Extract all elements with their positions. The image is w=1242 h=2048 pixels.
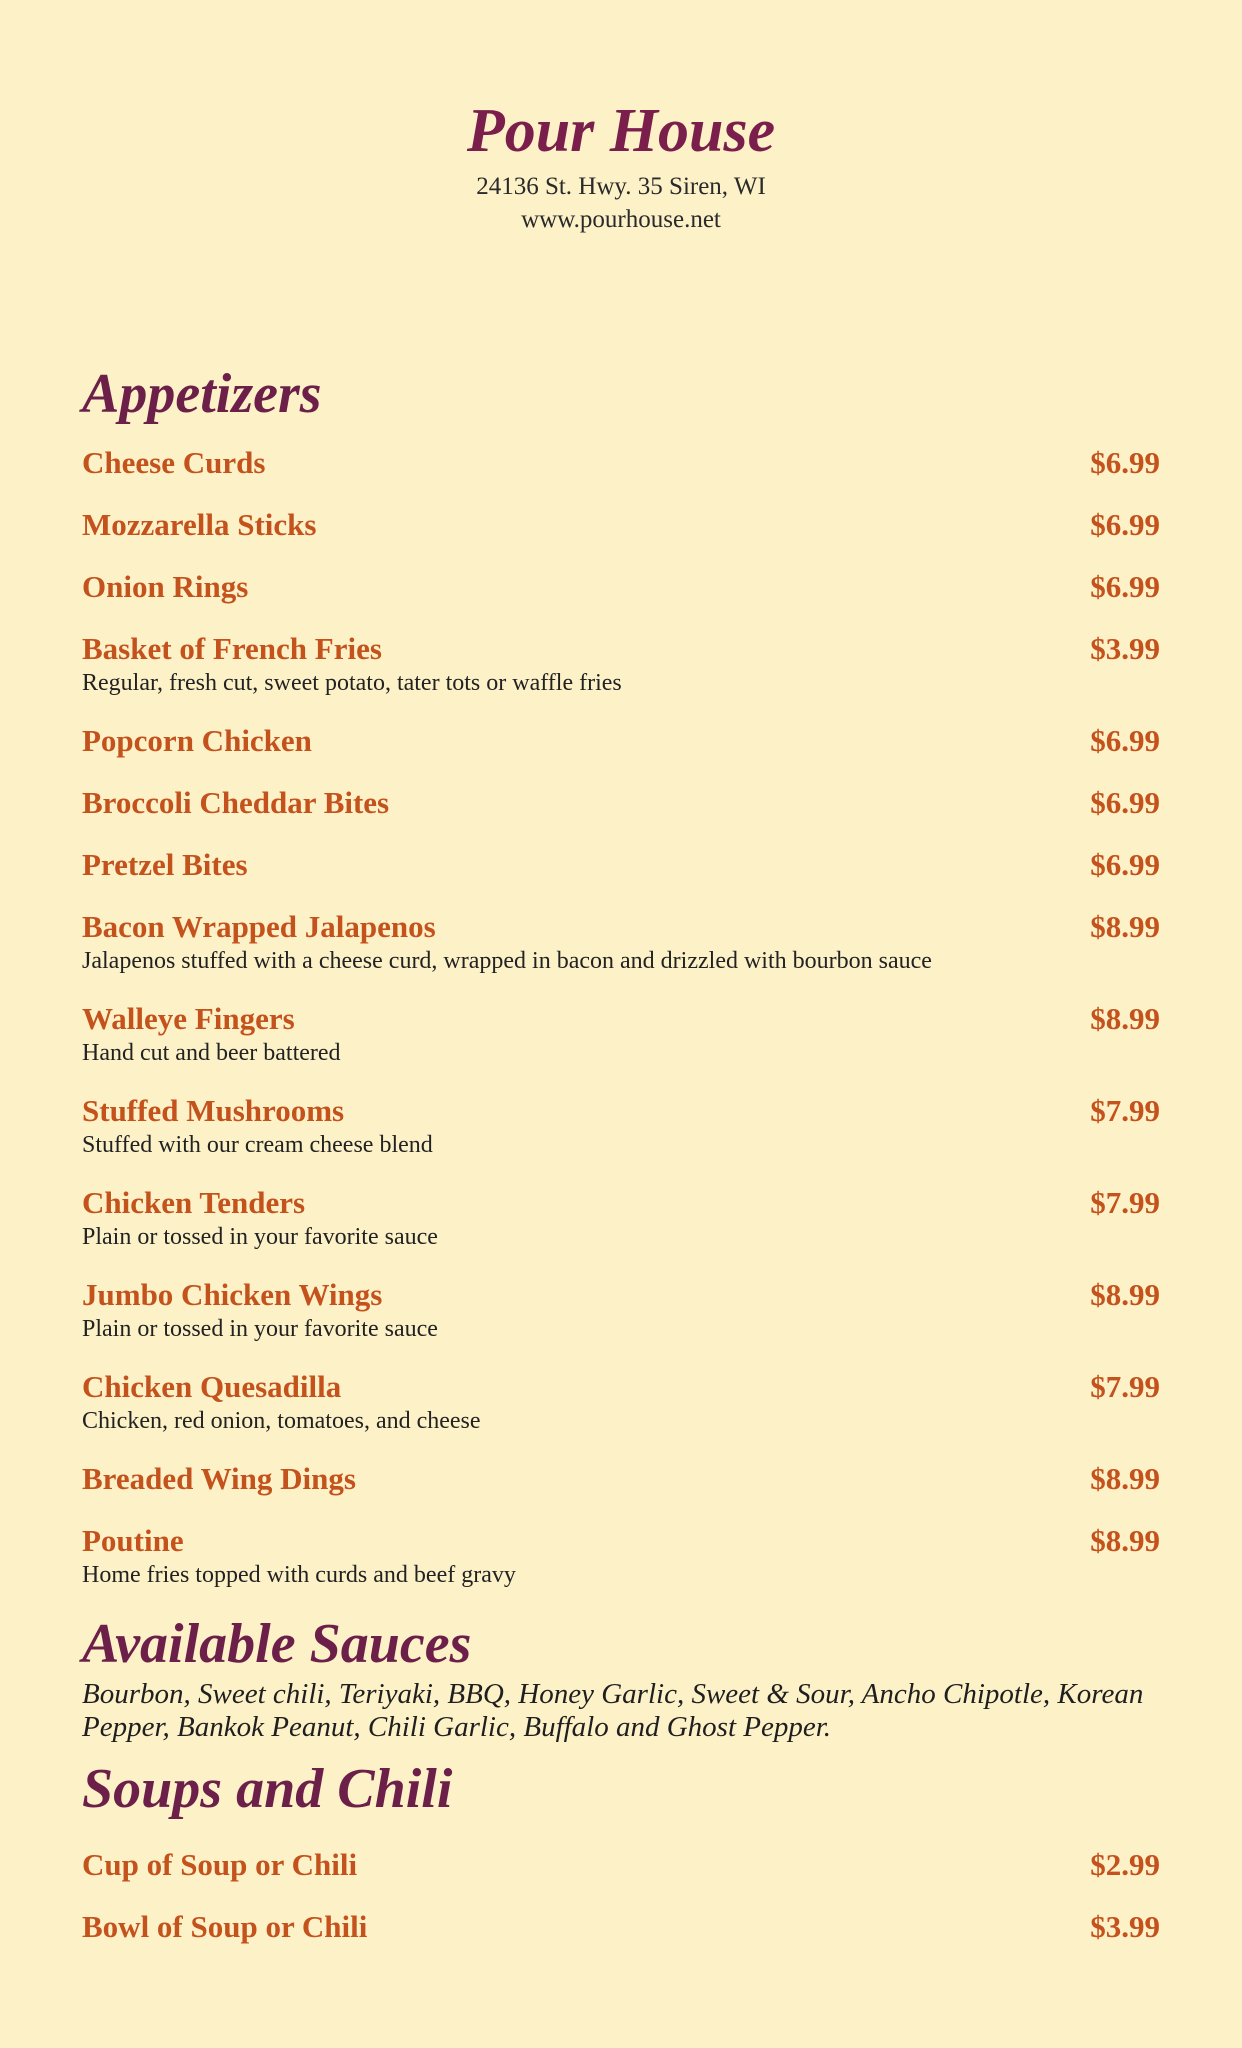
menu-item	[82, 996, 1160, 1068]
menu-item	[82, 904, 1160, 976]
menu-item-price: $8.99	[1090, 909, 1160, 944]
menu-item-row	[82, 506, 1160, 544]
menu-item-name: Breaded Wing Dings	[82, 1461, 356, 1496]
section-title-sauces: Available Sauces	[82, 1613, 472, 1675]
menu-item	[82, 502, 1160, 544]
menu-item-description: Regular, fresh cut, sweet potato, tater tots or waffle fries	[82, 670, 622, 696]
menu-item-price: $7.99	[1090, 1093, 1160, 1128]
menu-item	[82, 1364, 1160, 1436]
menu-item-row	[82, 1000, 1160, 1038]
menu-item-row	[82, 1368, 1160, 1406]
sauces-list-text: Bourbon, Sweet chili, Teriyaki, BBQ, Honey Garlic, Sweet & Sour, Ancho Chipotle, Korean Pepper, Bankok Peanut, Chili Garlic, Buffalo and Ghost Pepper.	[82, 1678, 1144, 1743]
menu-item-name: Mozzarella Sticks	[82, 507, 317, 542]
appetizers-section	[82, 356, 1160, 1590]
menu-item-description: Home fries topped with curds and beef gravy	[82, 1562, 516, 1588]
menu-item-price: $7.99	[1090, 1369, 1160, 1404]
menu-item	[82, 1842, 1160, 1884]
menu-item-price: $8.99	[1090, 1277, 1160, 1312]
menu-item-description: Jalapenos stuffed with a cheese curd, wrapped in bacon and drizzled with bourbon sauce	[82, 948, 932, 974]
menu-item-price: $8.99	[1090, 1523, 1160, 1558]
restaurant-name: Pour House	[466, 97, 776, 165]
menu-item-name: Cup of Soup or Chili	[82, 1847, 358, 1882]
menu-item-price: $6.99	[1090, 847, 1160, 882]
menu-item	[82, 1088, 1160, 1160]
menu-item-name: Jumbo Chicken Wings	[82, 1277, 383, 1312]
menu-item-name: Stuffed Mushrooms	[82, 1093, 345, 1128]
menu-item-row	[82, 1184, 1160, 1222]
menu-item-row	[82, 630, 1160, 668]
menu-item	[82, 780, 1160, 822]
menu-item-price: $6.99	[1090, 445, 1160, 480]
menu-item-price: $8.99	[1090, 1461, 1160, 1496]
menu-item-row	[82, 1092, 1160, 1130]
menu-item-price: $6.99	[1090, 569, 1160, 604]
menu-item-description: Stuffed with our cream cheese blend	[82, 1132, 433, 1158]
menu-item-row	[82, 444, 1160, 482]
menu-item-price: $3.99	[1090, 631, 1160, 666]
section-title-appetizers: Appetizers	[82, 363, 322, 425]
menu-item-price: $6.99	[1090, 785, 1160, 820]
menu-header	[82, 92, 1160, 236]
menu-item-row	[82, 1846, 1160, 1884]
appetizers-list	[82, 440, 1160, 1590]
menu-item-description: Chicken, red onion, tomatoes, and cheese	[82, 1408, 481, 1434]
menu-item-row	[82, 908, 1160, 946]
menu-item	[82, 1456, 1160, 1498]
menu-item-name: Cheese Curds	[82, 445, 266, 480]
menu-item-name: Basket of French Fries	[82, 631, 382, 666]
sauces-section	[82, 1610, 1160, 1744]
menu-item-description: Plain or tossed in your favorite sauce	[82, 1224, 438, 1250]
menu-item-name: Broccoli Cheddar Bites	[82, 785, 390, 820]
menu-item-row	[82, 1276, 1160, 1314]
menu-item-row	[82, 1460, 1160, 1498]
soups-section	[82, 1752, 1160, 1946]
menu-item-price: $8.99	[1090, 1001, 1160, 1036]
menu-item	[82, 1180, 1160, 1252]
restaurant-website: www.pourhouse.net	[521, 206, 721, 233]
menu-item-name: Popcorn Chicken	[82, 723, 312, 758]
menu-item-price: $6.99	[1090, 507, 1160, 542]
menu-item-row	[82, 846, 1160, 884]
section-title-soups: Soups and Chili	[82, 1758, 453, 1820]
menu-item-price: $6.99	[1090, 723, 1160, 758]
menu-item-row	[82, 784, 1160, 822]
menu-item-row	[82, 722, 1160, 760]
menu-item-name: Chicken Tenders	[82, 1185, 306, 1220]
menu-item-name: Onion Rings	[82, 569, 249, 604]
menu-item-name: Chicken Quesadilla	[82, 1369, 342, 1404]
menu-item-row	[82, 568, 1160, 606]
menu-item-name: Pretzel Bites	[82, 847, 248, 882]
menu-item-description: Hand cut and beer battered	[82, 1040, 341, 1066]
menu-item-name: Bacon Wrapped Jalapenos	[82, 909, 436, 944]
menu-item-description: Plain or tossed in your favorite sauce	[82, 1316, 438, 1342]
menu-item	[82, 564, 1160, 606]
menu-item-price: $3.99	[1090, 1909, 1160, 1944]
menu-item-price: $2.99	[1090, 1847, 1160, 1882]
menu-item	[82, 440, 1160, 482]
menu-item	[82, 1518, 1160, 1590]
menu-item-name: Poutine	[82, 1523, 184, 1558]
menu-item-name: Walleye Fingers	[82, 1001, 295, 1036]
menu-item	[82, 718, 1160, 760]
menu-item-name: Bowl of Soup or Chili	[82, 1909, 368, 1944]
menu-item	[82, 626, 1160, 698]
menu-item	[82, 842, 1160, 884]
menu-item-price: $7.99	[1090, 1185, 1160, 1220]
menu-item-row	[82, 1522, 1160, 1560]
menu-item-row	[82, 1908, 1160, 1946]
restaurant-address: 24136 St. Hwy. 35 Siren, WI	[476, 173, 766, 200]
menu-item	[82, 1904, 1160, 1946]
menu-item	[82, 1272, 1160, 1344]
soups-list	[82, 1842, 1160, 1946]
